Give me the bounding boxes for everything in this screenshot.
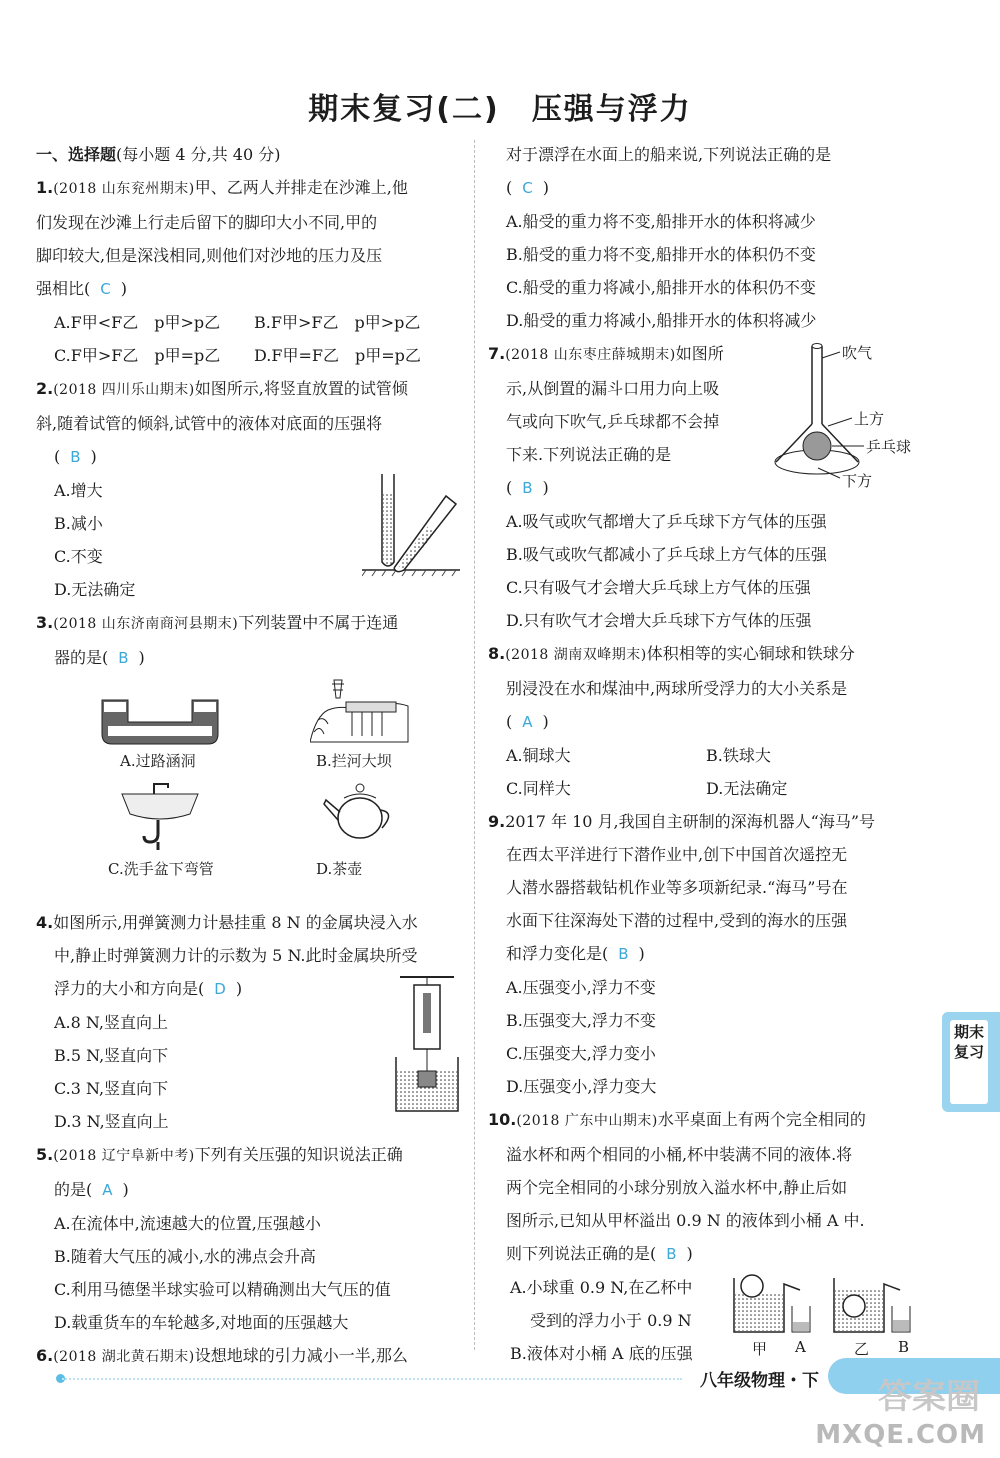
q4-line: 浮力的大小和方向是( D ) — [54, 979, 243, 998]
answer: B — [522, 479, 533, 497]
diagram-label: 下方 — [842, 472, 873, 490]
question-4: 4.如图所示,用弹簧测力计悬挂重 8 N 的金属块浸入水 — [36, 913, 418, 932]
q2-line: 斜,随着试管的倾斜,试管中的液体对底面的压强将 — [36, 414, 383, 433]
q1-line: 强相比( C ) — [36, 279, 127, 298]
overflow-cups-figure — [730, 1270, 920, 1340]
option: A.在流体中,流速越大的位置,压强越小 — [54, 1214, 321, 1233]
q10-line: 则下列说法正确的是( B ) — [506, 1244, 693, 1263]
option: A.增大 — [54, 481, 103, 500]
option: A.铜球大 — [506, 746, 571, 765]
q8-line: ( A ) — [506, 712, 549, 731]
option: A.压强变小,浮力不变 — [506, 978, 656, 997]
option: B.船受的重力将不变,船排开水的体积仍不变 — [506, 245, 816, 264]
question-9: 9.2017 年 10 月,我国自主研制的深海机器人“海马”号 — [488, 812, 876, 831]
option: C.船受的重力将减小,船排开水的体积仍不变 — [506, 278, 816, 297]
option: B.液体对小桶 A 底的压强 — [510, 1344, 693, 1363]
diagram-label: A — [795, 1338, 806, 1356]
left-column — [36, 138, 466, 1374]
q7-line: 下来.下列说法正确的是 — [506, 445, 672, 464]
q4-line: 中,静止时弹簧测力计的示数为 5 N.此时金属块所受 — [54, 946, 418, 965]
option: 受到的浮力小于 0.9 N — [530, 1311, 692, 1330]
q3-line: 器的是( B ) — [54, 648, 145, 667]
option: B.F甲>F乙 p甲>p乙 — [254, 313, 421, 332]
q1-line: 脚印较大,但是深浅相同,则他们对沙地的压力及压 — [36, 246, 383, 265]
option: C.F甲>F乙 p甲=p乙 — [54, 346, 221, 365]
q9-line: 在西太平洋进行下潜作业中,创下中国首次遥控无 — [506, 845, 848, 864]
answer: C — [100, 280, 111, 298]
option: A.F甲<F乙 p甲>p乙 — [54, 313, 221, 332]
q9-line: 人潜水器搭载钻机作业等多项新纪录.“海马”号在 — [506, 878, 848, 897]
q8-options-row — [488, 739, 923, 772]
q6-line: ( C ) — [506, 178, 549, 197]
q10-line: 两个完全相同的小球分别放入溢水杯中,静止后如 — [506, 1178, 848, 1197]
option: B.随着大气压的减小,水的沸点会升高 — [54, 1247, 316, 1266]
answer: A — [522, 713, 533, 731]
section-header: 一、选择题(每小题 4 分,共 40 分) — [36, 145, 281, 164]
diagram-label: 上方 — [854, 410, 885, 428]
answer: C — [522, 179, 533, 197]
footer-line — [62, 1378, 682, 1382]
answer: B — [618, 945, 629, 963]
option: C.不变 — [54, 547, 103, 566]
question-7: 7.(2018 山东枣庄薛城期末)如图所 — [488, 344, 724, 363]
answer: B — [70, 448, 81, 466]
q1-options-row — [36, 339, 466, 372]
option: C.利用马德堡半球实验可以精确测出大气压的值 — [54, 1280, 391, 1299]
option: C.只有吸气才会增大乒乓球上方气体的压强 — [506, 578, 811, 597]
option: B.吸气或吹气都减小了乒乓球上方气体的压强 — [506, 545, 827, 564]
footer-text: 八年级物理・下 — [700, 1371, 819, 1391]
option: B.减小 — [54, 514, 103, 533]
option: C.压强变大,浮力变小 — [506, 1044, 656, 1063]
q10-line: 溢水杯和两个相同的小桶,杯中装满不同的液体.将 — [506, 1145, 853, 1164]
q7-line: 气或向下吹气,乒乓球都不会掉 — [506, 412, 720, 431]
option: D.无法确定 — [706, 779, 788, 798]
spring-scale-figure — [392, 975, 462, 1115]
option: D.F甲=F乙 p甲=p乙 — [254, 346, 421, 365]
figure-caption: D.茶壶 — [316, 860, 363, 878]
option: D.3 N,竖直向上 — [54, 1112, 169, 1131]
answer: B — [666, 1245, 677, 1263]
option: D.无法确定 — [54, 580, 136, 599]
option: A.吸气或吹气都增大了乒乓球下方气体的压强 — [506, 512, 827, 531]
option: D.压强变小,浮力变大 — [506, 1077, 657, 1096]
q5-line: 的是( A ) — [54, 1180, 129, 1199]
q2-line: ( B ) — [54, 447, 97, 466]
figure-caption: C.洗手盆下弯管 — [108, 860, 214, 878]
figure-caption: A.过路涵洞 — [120, 752, 196, 770]
figure-caption: B.拦河大坝 — [316, 752, 392, 770]
teapot-figure — [320, 782, 400, 842]
q8-line: 别浸没在水和煤油中,两球所受浮力的大小关系是 — [506, 679, 848, 698]
watermark-url: MXQE.COM — [815, 1420, 986, 1450]
watermark-logo: 答案圈 — [878, 1377, 980, 1417]
dam-figure — [310, 676, 410, 746]
side-tab-line: 复习 — [953, 1043, 984, 1061]
culvert-figure — [100, 698, 220, 748]
option: B.5 N,竖直向下 — [54, 1046, 169, 1065]
option: C.3 N,竖直向下 — [54, 1079, 169, 1098]
option: B.铁球大 — [706, 746, 771, 765]
page-title: 期末复习(二) 压强与浮力 — [308, 92, 692, 127]
question-8: 8.(2018 湖南双峰期末)体积相等的实心铜球和铁球分 — [488, 644, 855, 663]
q8-options-row — [488, 772, 923, 805]
answer: A — [102, 1181, 113, 1199]
diagram-label: 乙 — [854, 1340, 870, 1358]
option: C.同样大 — [506, 779, 571, 798]
diagram-label: 乒乓球 — [866, 438, 912, 456]
question-3: 3.(2018 山东济南商河县期末)下列装置中不属于连通 — [36, 613, 399, 632]
option: D.船受的重力将减小,船排开水的体积将减少 — [506, 311, 817, 330]
right-column — [488, 138, 923, 1370]
answer: B — [118, 649, 129, 667]
option: D.载重货车的车轮越多,对地面的压强越大 — [54, 1313, 349, 1332]
sink-figure — [120, 780, 200, 850]
diagram-label: 甲 — [752, 1340, 768, 1358]
option: A.船受的重力将不变,船排开水的体积将减少 — [506, 212, 816, 231]
q1-options-row — [36, 306, 466, 339]
question-1: 1.(2018 山东兖州期末)甲、乙两人并排走在沙滩上,他 — [36, 178, 408, 197]
option: D.只有吹气才会增大乒乓球下方气体的压强 — [506, 611, 812, 630]
q7-line: 示,从倒置的漏斗口用力向上吸 — [506, 379, 720, 398]
q10-line: 图所示,已知从甲杯溢出 0.9 N 的液体到小桶 A 中. — [506, 1211, 865, 1230]
side-tab-label — [950, 1020, 988, 1104]
test-tube-figure — [362, 470, 462, 580]
q7-line: ( B ) — [506, 478, 549, 497]
question-2: 2.(2018 四川乐山期末)如图所示,将竖直放置的试管倾 — [36, 379, 408, 398]
q9-line: 和浮力变化是( B ) — [506, 944, 645, 963]
question-6: 6.(2018 湖北黄石期末)设想地球的引力减小一半,那么 — [36, 1346, 408, 1365]
option: A.8 N,竖直向上 — [54, 1013, 168, 1032]
diagram-label: 吹气 — [842, 344, 873, 362]
side-tab-line: 期末 — [953, 1023, 984, 1041]
option: A.小球重 0.9 N,在乙杯中 — [510, 1278, 693, 1297]
q6-line: 对于漂浮在水面上的船来说,下列说法正确的是 — [506, 145, 832, 164]
side-tab — [942, 1012, 1000, 1112]
answer: D — [214, 980, 226, 998]
question-10: 10.(2018 广东中山期末)水平桌面上有两个完全相同的 — [488, 1110, 866, 1129]
question-5: 5.(2018 辽宁阜新中考)下列有关压强的知识说法正确 — [36, 1145, 403, 1164]
column-divider — [474, 140, 476, 1350]
q9-line: 水面下往深海处下潜的过程中,受到的海水的压强 — [506, 911, 848, 930]
diagram-label: B — [898, 1338, 910, 1356]
option: B.压强变大,浮力不变 — [506, 1011, 656, 1030]
q1-line: 们发现在沙滩上行走后留下的脚印大小不同,甲的 — [36, 213, 378, 232]
